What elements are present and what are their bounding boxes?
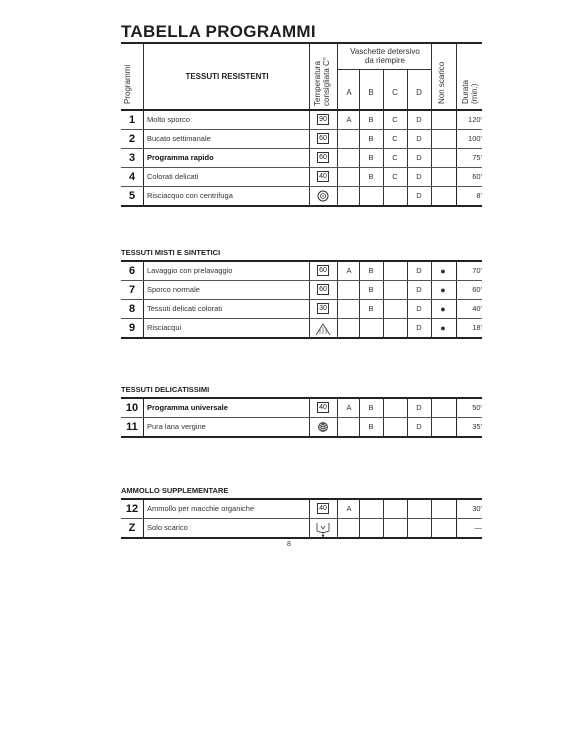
duration: 60' — [472, 285, 482, 294]
program-name: Colorati delicati — [147, 172, 199, 181]
temperature-value: 30 — [319, 305, 327, 312]
detergent-c — [383, 300, 407, 318]
detergent-c — [383, 187, 407, 205]
table-row — [121, 262, 482, 281]
temperature-badge — [309, 262, 337, 280]
program-number: 9 — [128, 322, 136, 334]
detergent-a — [339, 168, 359, 186]
duration: 50' — [472, 403, 482, 412]
program-name: Solo scarico — [147, 523, 188, 532]
program-number: 2 — [128, 133, 136, 145]
temperature-badge — [309, 111, 337, 129]
non-scarico-dot — [431, 187, 455, 205]
detergent-d: D — [416, 285, 422, 294]
detergent-c: C — [392, 153, 398, 162]
section-title: TESSUTI DELICATISSIMI — [121, 385, 210, 394]
duration: 30' — [472, 504, 482, 513]
program-name: Molto sporco — [147, 115, 190, 124]
detergent-b: B — [368, 115, 374, 124]
program-number: 4 — [128, 171, 136, 183]
detergent-b: B — [368, 153, 374, 162]
detergent-b — [359, 500, 383, 518]
temperature-value: 60 — [319, 154, 327, 161]
detergent-a — [339, 319, 359, 337]
duration: 100' — [468, 134, 482, 143]
detergent-a: A — [346, 504, 352, 513]
program-number: 11 — [126, 421, 138, 433]
non-scarico-dot — [431, 111, 455, 129]
temperature-badge — [309, 149, 337, 167]
duration: — — [474, 523, 482, 532]
detergent-c — [383, 399, 407, 417]
duration: 120' — [468, 115, 482, 124]
temperature-value: 60 — [319, 267, 327, 274]
non-scarico-dot — [431, 399, 455, 417]
detergent-b — [359, 187, 383, 205]
header-durata: Durata (min.) — [461, 79, 479, 104]
duration: 40' — [472, 304, 482, 313]
temperature-badge — [309, 168, 337, 186]
program-name: Programma universale — [147, 403, 228, 412]
detergent-c — [383, 418, 407, 436]
detergent-a — [339, 149, 359, 167]
table-row — [121, 130, 482, 149]
page-title: TABELLA PROGRAMMI — [121, 22, 316, 41]
program-number: 5 — [128, 190, 136, 202]
program-name: Programma rapido — [147, 153, 214, 162]
program-name: Bucato settimanale — [147, 134, 211, 143]
temperature-badge — [309, 281, 337, 299]
temperature-value: 40 — [319, 505, 327, 512]
temperature-badge — [309, 130, 337, 148]
non-scarico-dot — [431, 519, 455, 537]
program-number: 6 — [128, 265, 136, 277]
header-sub-a: A — [346, 88, 352, 97]
temperature-badge — [309, 500, 337, 518]
detergent-d: D — [416, 134, 422, 143]
detergent-c — [383, 319, 407, 337]
detergent-b: B — [368, 134, 374, 143]
detergent-a — [339, 187, 359, 205]
table-row — [121, 111, 482, 130]
header-tessuti-resistenti: TESSUTI RESISTENTI — [185, 72, 269, 81]
duration: 18' — [472, 323, 482, 332]
table-row — [121, 149, 482, 168]
program-table — [121, 397, 482, 438]
temperature-badge — [309, 399, 337, 417]
duration: 75' — [472, 153, 482, 162]
detergent-d: D — [416, 323, 422, 332]
detergent-b: B — [368, 403, 374, 412]
temperature-badge — [309, 300, 337, 318]
detergent-b — [359, 519, 383, 537]
non-scarico-dot: ● — [440, 304, 446, 314]
program-name: Tessuti delicati colorati — [147, 304, 223, 313]
table-row — [121, 319, 482, 337]
detergent-d: D — [416, 172, 422, 181]
detergent-a: A — [346, 266, 352, 275]
detergent-b: B — [368, 266, 374, 275]
temperature-value: 60 — [319, 135, 327, 142]
header-sub-b: B — [368, 88, 374, 97]
detergent-a: A — [346, 115, 352, 124]
table-row — [121, 519, 482, 537]
detergent-c — [383, 500, 407, 518]
detergent-d: D — [416, 266, 422, 275]
wool-icon — [309, 418, 337, 436]
temperature-value: 60 — [319, 286, 327, 293]
non-scarico-dot — [431, 500, 455, 518]
temperature-value: 90 — [319, 116, 327, 123]
detergent-a — [339, 130, 359, 148]
section-title: AMMOLLO SUPPLEMENTARE — [121, 486, 229, 495]
non-scarico-dot: ● — [440, 285, 446, 295]
detergent-d: D — [416, 153, 422, 162]
temperature-value: 40 — [319, 173, 327, 180]
temperature-value: 40 — [319, 404, 327, 411]
non-scarico-dot — [431, 149, 455, 167]
detergent-a — [339, 418, 359, 436]
program-number: 3 — [128, 152, 136, 164]
detergent-d: D — [416, 115, 422, 124]
detergent-a — [339, 281, 359, 299]
detergent-a — [339, 300, 359, 318]
detergent-d — [407, 500, 431, 518]
page-number: 8 — [287, 541, 291, 548]
table-row — [121, 281, 482, 300]
program-table — [121, 109, 482, 207]
header-sub-d: D — [416, 88, 422, 97]
header-sub-c: C — [392, 88, 398, 97]
program-number: Z — [128, 522, 136, 534]
detergent-b — [359, 319, 383, 337]
table-row — [121, 399, 482, 418]
non-scarico-dot — [431, 130, 455, 148]
program-number: 7 — [128, 284, 136, 296]
detergent-d: D — [416, 422, 422, 431]
drain-icon — [309, 519, 337, 537]
detergent-b: B — [368, 172, 374, 181]
table-row — [121, 168, 482, 187]
program-name: Sporco normale — [147, 285, 200, 294]
duration: 60' — [472, 172, 482, 181]
header-temperatura: Temperatura consigliata C° — [313, 57, 331, 106]
program-name: Ammollo per macchie organiche — [147, 504, 255, 513]
detergent-c — [383, 262, 407, 280]
detergent-c: C — [392, 134, 398, 143]
detergent-d: D — [416, 191, 422, 200]
detergent-c: C — [392, 115, 398, 124]
section-title: TESSUTI MISTI E SINTETICI — [121, 248, 221, 257]
detergent-c — [383, 281, 407, 299]
program-table — [121, 498, 482, 539]
program-number: 10 — [125, 402, 139, 414]
program-name: Risciacqui — [147, 323, 182, 332]
non-scarico-dot — [431, 418, 455, 436]
program-name: Risciacquo con centrifuga — [147, 191, 233, 200]
table-header — [121, 42, 482, 111]
duration: 35' — [472, 422, 482, 431]
header-programmi: Programmi — [123, 64, 132, 104]
detergent-b: B — [368, 422, 374, 431]
table-row — [121, 187, 482, 205]
program-name: Pura lana vergine — [147, 422, 206, 431]
spin-icon — [309, 187, 337, 205]
program-number: 8 — [128, 303, 136, 315]
detergent-c: C — [392, 172, 398, 181]
program-number: 1 — [128, 114, 136, 126]
program-name: Lavaggio con prelavaggio — [147, 266, 233, 275]
non-scarico-dot: ● — [440, 266, 446, 276]
table-row — [121, 418, 482, 436]
detergent-d: D — [416, 403, 422, 412]
table-row — [121, 500, 482, 519]
program-number: 12 — [125, 503, 139, 515]
duration: 8' — [476, 191, 482, 200]
program-table — [121, 260, 482, 339]
detergent-d: D — [416, 304, 422, 313]
non-scarico-dot — [431, 168, 455, 186]
detergent-c — [383, 519, 407, 537]
detergent-a — [339, 519, 359, 537]
detergent-b: B — [368, 304, 374, 313]
non-scarico-dot: ● — [440, 323, 446, 333]
header-non-scarico: Non scarico — [437, 61, 446, 104]
detergent-a: A — [346, 403, 352, 412]
table-row — [121, 300, 482, 319]
header-vaschette: Vaschette detersivo da riempire — [350, 47, 420, 65]
detergent-b: B — [368, 285, 374, 294]
duration: 70' — [472, 266, 482, 275]
rinse-icon — [309, 319, 337, 337]
detergent-d — [407, 519, 431, 537]
